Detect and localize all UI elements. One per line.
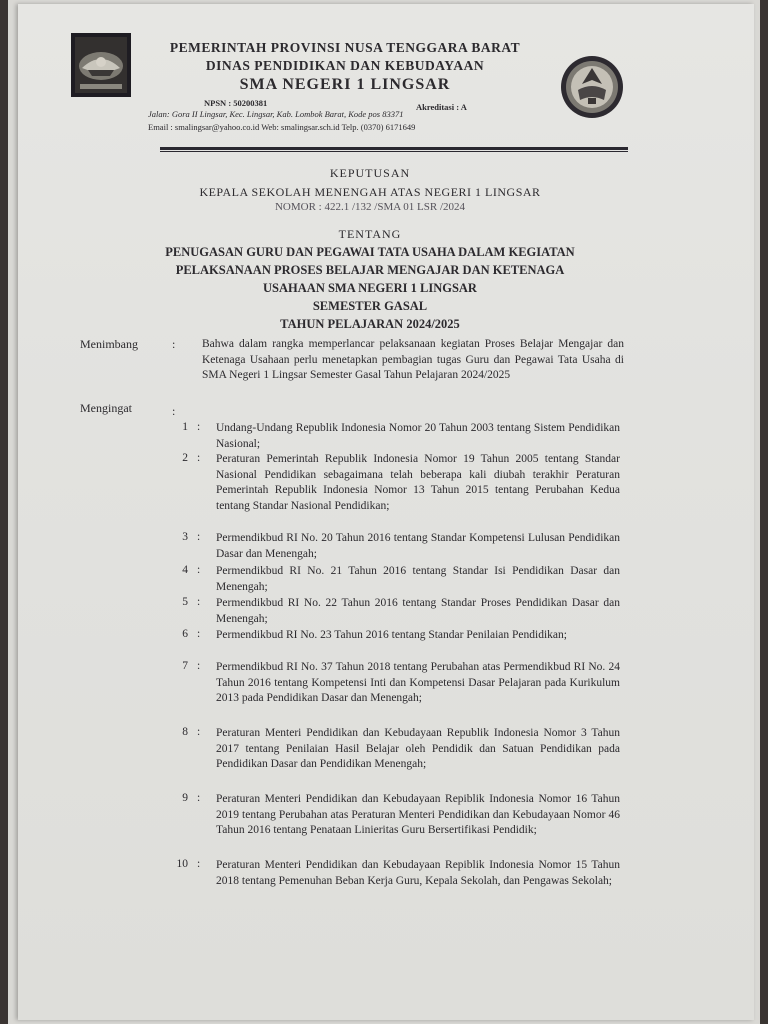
title-subject-2: PELAKSANAAN PROSES BELAJAR MENGAJAR DAN KETENAGA — [175, 263, 565, 277]
title-subject-4: SEMESTER GASAL — [312, 299, 428, 313]
title-subject-5: TAHUN PELAJARAN 2024/2025 — [280, 317, 460, 331]
item-text: Permendikbud RI No. 23 Tahun 2016 tentang Standar Penilaian Pendidikan; — [216, 629, 567, 641]
item-number: 2 — [182, 452, 188, 464]
title-keputusan: KEPUTUSAN — [329, 166, 411, 180]
item-text: Peraturan Menteri Pendidikan dan Kebudayaan Republik Indonesia Nomor 3 Tahun 2017 tentang Penilaian Hasil Belajar oleh Pendidik dan Satuan Pendidikan pada Pendidikan Dasar dan Pendidikan Menengah; — [216, 727, 620, 770]
letterhead-department: DINAS PENDIDIKAN DAN KEBUDAYAAN — [205, 58, 485, 73]
title-tentang: TENTANG — [338, 227, 402, 241]
item-number: 10 — [176, 858, 188, 870]
item-number: 3 — [182, 531, 188, 543]
title-subject-3: USAHAAN SMA NEGERI 1 LINGSAR — [263, 281, 477, 295]
item-colon: : — [197, 596, 201, 608]
mengingat-colon: : — [172, 404, 176, 418]
item-colon: : — [197, 858, 201, 870]
address: Jalan: Gora II Lingsar, Kec. Lingsar, Kab. Lombok Barat, Kode pos 83371 — [148, 109, 404, 119]
item-text: Peraturan Pemerintah Republik Indonesia Nomor 19 Tahun 2005 tentang Standar Nasional Pendidikan sebagaimana telah beberapa kali diubah terakhir Peraturan Pemerintah Republik Indonesia Nomor 13 Tahun 2015 tentang Perubahan Kedua tentang Standar Nasional Pendidikan; — [216, 453, 620, 512]
item-number: 1 — [182, 421, 188, 433]
item-number: 5 — [182, 596, 188, 608]
item-text: Peraturan Menteri Pendidikan dan Kebudayaan Repiblik Indonesia Nomor 15 Tahun 2018 tentang Pemenuhan Beban Kerja Guru, Kepala Sekolah, dan Pengawas Sekolah; — [216, 859, 620, 887]
menimbang-colon: : — [172, 337, 176, 351]
item-colon: : — [197, 726, 201, 738]
item-text: Permendikbud RI No. 22 Tahun 2016 tentang Standar Proses Pendidikan Dasar dan Menengah; — [216, 597, 620, 625]
menimbang-text: Bahwa dalam rangka memperlancar pelaksanaan kegiatan Proses Belajar Mengajar dan Ketenaga Usahaan perlu menetapkan pembagian tugas Guru dan Pegawai Tata Usaha di SMA Negeri 1 Lingsar Semester Gasal Tahun Pelajaran 2024/2025 — [202, 338, 624, 381]
item-text: Permendikbud RI No. 21 Tahun 2016 tentang Standar Isi Pendidikan Dasar dan Menengah; — [216, 565, 620, 593]
menimbang-label: Menimbang — [80, 337, 138, 351]
tut-wuri-handayani-icon — [558, 54, 626, 120]
provincial-emblem-icon — [70, 32, 132, 98]
item-colon: : — [197, 421, 201, 433]
title-kepala: KEPALA SEKOLAH MENENGAH ATAS NEGERI 1 LINGSAR — [199, 185, 541, 199]
contact-info: Email : smalingsar@yahoo.co.id Web: smalingsar.sch.id Telp. (0370) 6171649 — [148, 122, 416, 132]
item-number: 9 — [182, 792, 188, 804]
title-nomor: NOMOR : 422.1 /132 /SMA 01 LSR /2024 — [274, 201, 466, 213]
item-number: 7 — [182, 660, 188, 672]
item-number: 8 — [182, 726, 188, 738]
item-number: 6 — [182, 628, 188, 640]
item-colon: : — [197, 792, 201, 804]
letterhead-rule-thin — [160, 151, 628, 152]
item-text: Permendikbud RI No. 37 Tahun 2018 tentang Perubahan atas Permendikbud RI No. 24 Tahun 2016 tentang Kompetensi Inti dan Kompetensi Dasar Pelajaran pada Kurikulum 2013 pada Pendidikan Dasar dan Menengah; — [216, 661, 620, 704]
letterhead-school: SMA NEGERI 1 LINGSAR — [239, 76, 451, 93]
item-text: Permendikbud RI No. 20 Tahun 2016 tentang Standar Kompetensi Lulusan Pendidikan Dasar dan Menengah; — [216, 532, 620, 560]
item-colon: : — [197, 660, 201, 672]
item-colon: : — [197, 531, 201, 543]
akreditasi: Akreditasi : A — [416, 102, 467, 112]
npsn: NPSN : 50200381 — [204, 98, 268, 108]
item-colon: : — [197, 628, 201, 640]
item-number: 4 — [182, 564, 188, 576]
item-text: Peraturan Menteri Pendidikan dan Kebudayaan Repiblik Indonesia Nomor 16 Tahun 2019 tentang Perubahan atas Peraturan Menteri Pendidikan dan Kebudayaan Nomor 46 Tahun 2016 tentang Penataan Linieritas Guru Bersertifikasi Pendidik; — [216, 793, 620, 836]
title-subject-1: PENUGASAN GURU DAN PEGAWAI TATA USAHA DALAM KEGIATAN — [165, 245, 575, 259]
letterhead — [140, 40, 550, 94]
mengingat-label: Mengingat — [80, 401, 132, 415]
letterhead-rule-thick — [160, 147, 628, 150]
item-colon: : — [197, 564, 201, 576]
item-text: Undang-Undang Republik Indonesia Nomor 20 Tahun 2003 tentang Sistem Pendidikan Nasional; — [216, 422, 620, 450]
letterhead-government: PEMERINTAH PROVINSI NUSA TENGGARA BARAT — [169, 40, 521, 55]
item-colon: : — [197, 452, 201, 464]
decree-title — [120, 166, 620, 332]
